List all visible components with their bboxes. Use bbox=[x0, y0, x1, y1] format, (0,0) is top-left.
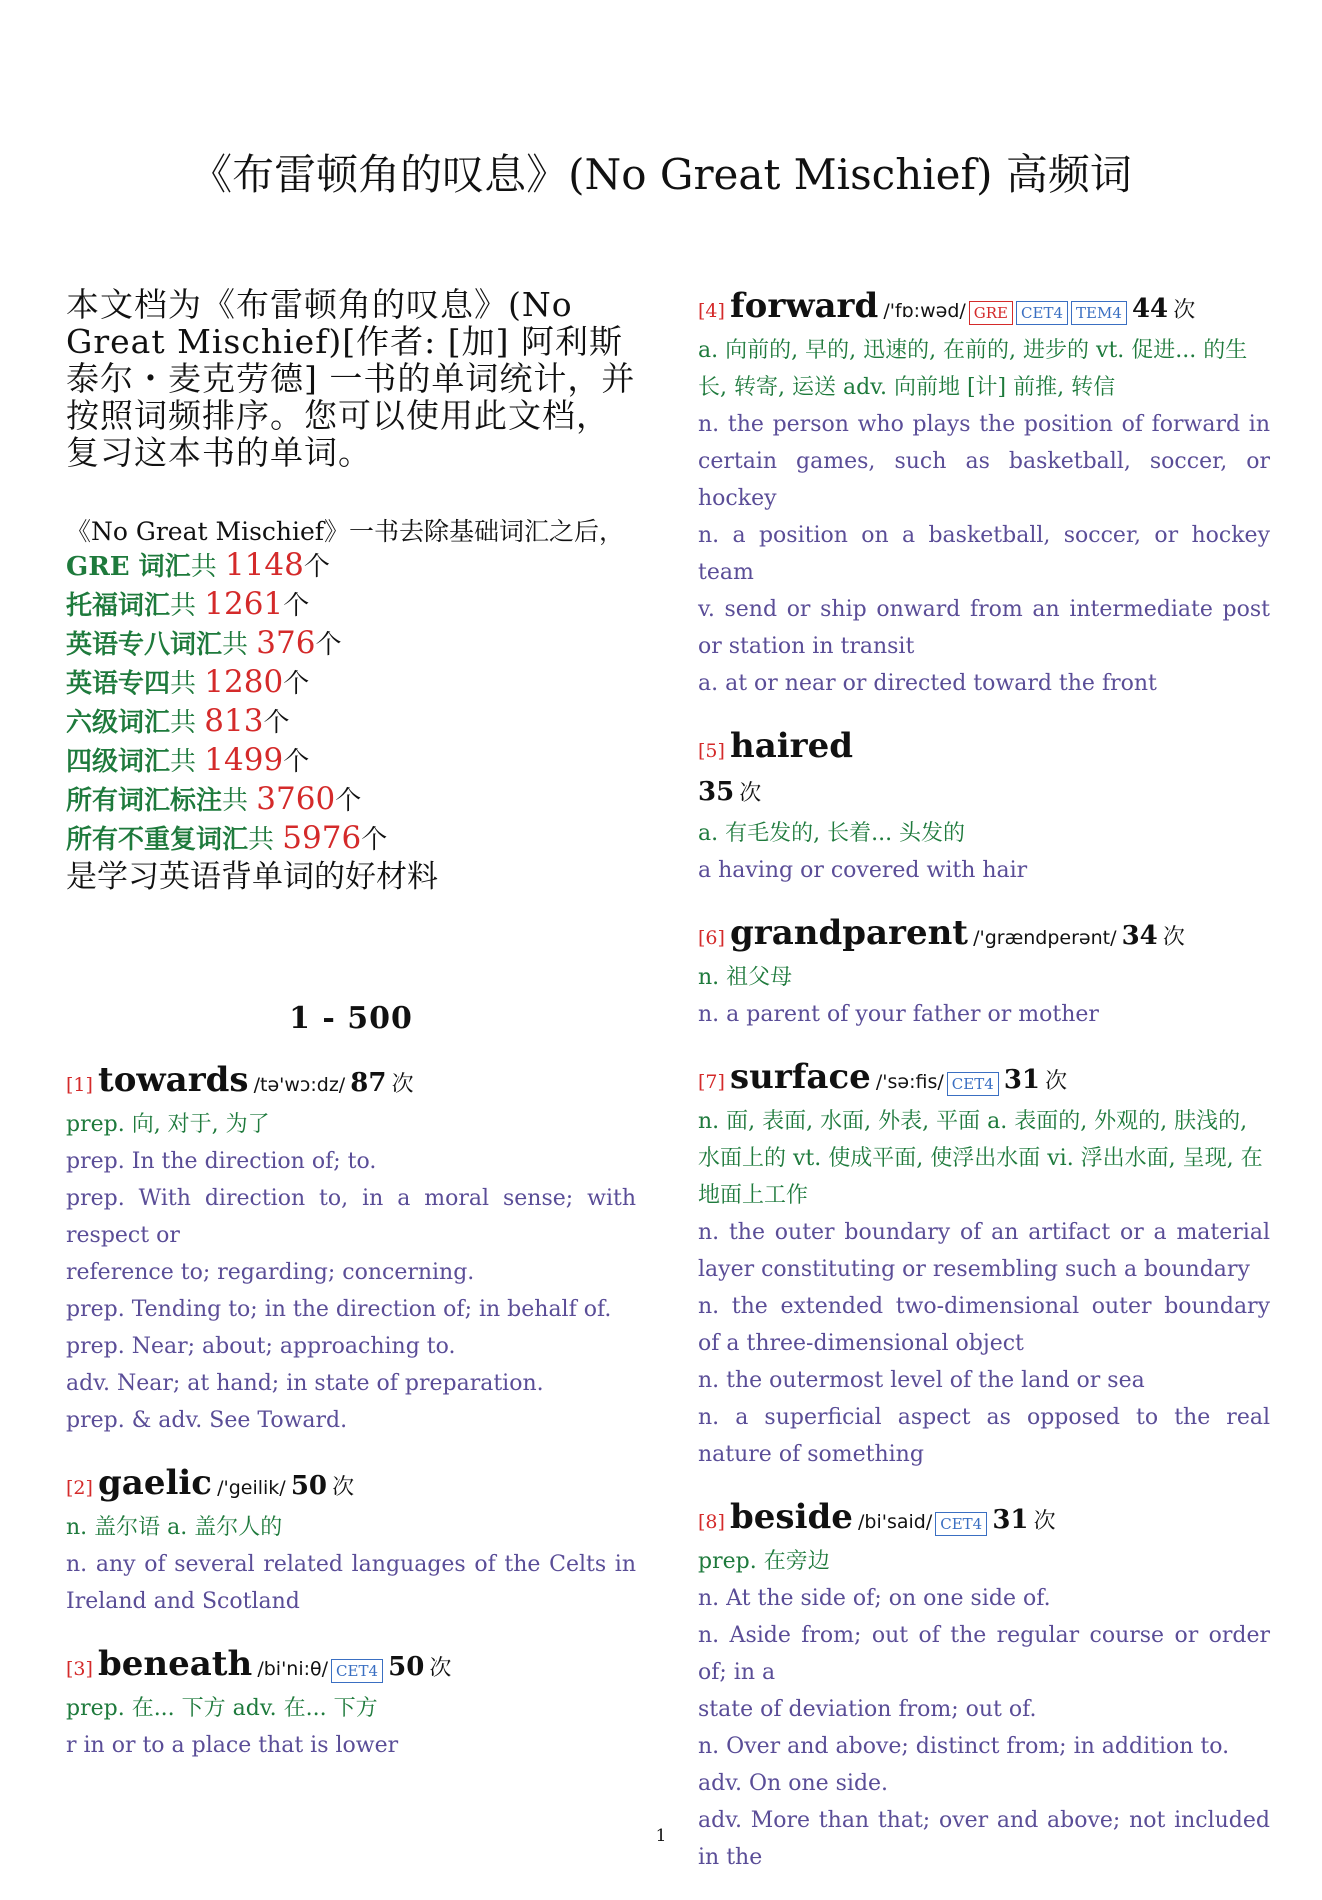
entry-headline bbox=[66, 1463, 636, 1509]
stat-count: 1280 bbox=[204, 664, 284, 700]
entry-index: [2] bbox=[66, 1477, 93, 1499]
entry-frequency: 44 bbox=[1131, 294, 1169, 324]
stat-label: 六级词汇 bbox=[66, 708, 171, 738]
entry-word: forward bbox=[730, 286, 879, 326]
entry-headline bbox=[698, 1057, 1270, 1103]
stat-suffix: 共 bbox=[170, 747, 205, 777]
cet4-tag: CET4 bbox=[1016, 301, 1068, 325]
entry-index: [3] bbox=[66, 1658, 93, 1680]
stat-count: 5976 bbox=[282, 820, 362, 856]
entry-english-definition: n. the person who plays the position of forward in certain games, such as basketball, soccer, or hockey bbox=[698, 412, 1270, 511]
entry-english-definition: n. a superficial aspect as opposed to the real nature of something bbox=[698, 1405, 1270, 1467]
entry-english-definition: n. a parent of your father or mother bbox=[698, 1002, 1099, 1027]
stat-row bbox=[66, 586, 636, 625]
entry-chinese-definition: prep. 向, 对于, 为了 bbox=[66, 1112, 270, 1137]
vocab-entry bbox=[698, 726, 1270, 889]
entry-frequency-line bbox=[698, 772, 1270, 815]
entry-english-definition: n. any of several related languages of the Celts in Ireland and Scotland bbox=[66, 1552, 636, 1614]
entry-headline bbox=[698, 286, 1270, 332]
entry-frequency-unit: 次 bbox=[332, 1475, 355, 1500]
entry-headline bbox=[698, 1497, 1270, 1543]
stat-unit: 个 bbox=[303, 552, 330, 582]
entry-phonetic: /'grændperənt/ bbox=[973, 927, 1117, 949]
entry-headline bbox=[66, 1644, 636, 1690]
entry-english-definition: prep. In the direction of; to. bbox=[66, 1149, 377, 1174]
stat-row bbox=[66, 664, 636, 703]
entry-index: [6] bbox=[698, 927, 725, 949]
stat-count: 1261 bbox=[204, 586, 284, 622]
stat-count: 3760 bbox=[256, 781, 336, 817]
cet4-tag: CET4 bbox=[947, 1072, 999, 1096]
stat-suffix: 共 bbox=[222, 786, 257, 816]
entry-frequency-unit: 次 bbox=[1033, 1509, 1056, 1534]
stat-count: 813 bbox=[204, 703, 264, 739]
stat-row bbox=[66, 703, 636, 742]
entry-word: beside bbox=[730, 1497, 853, 1537]
stat-label: 托福词汇 bbox=[66, 591, 171, 621]
vocab-entry bbox=[66, 1060, 636, 1439]
section-heading: 1 - 500 bbox=[289, 1001, 413, 1036]
entry-index: [4] bbox=[698, 300, 725, 322]
entry-frequency-unit: 次 bbox=[429, 1656, 452, 1681]
entry-english-definition: adv. Near; at hand; in state of preparation. bbox=[66, 1371, 544, 1396]
stat-unit: 个 bbox=[263, 708, 290, 738]
entry-frequency: 31 bbox=[1003, 1065, 1041, 1095]
stat-label: 英语专八词汇 bbox=[66, 630, 223, 660]
stat-suffix: 共 bbox=[190, 552, 225, 582]
entry-english-definition: n. Aside from; out of the regular course or order of; in a bbox=[698, 1623, 1270, 1685]
entry-frequency: 31 bbox=[992, 1505, 1029, 1535]
stats-closing: 是学习英语背单词的好材料 bbox=[66, 859, 438, 895]
entry-frequency-unit: 次 bbox=[1173, 298, 1196, 323]
stat-unit: 个 bbox=[283, 591, 310, 621]
entry-english-definition: r in or to a place that is lower bbox=[66, 1733, 399, 1758]
entry-word: grandparent bbox=[730, 913, 968, 953]
stat-row bbox=[66, 820, 636, 859]
entry-word: surface bbox=[730, 1057, 871, 1097]
entry-word: towards bbox=[98, 1060, 249, 1100]
stat-suffix: 共 bbox=[170, 708, 205, 738]
page-number: 1 bbox=[655, 1826, 667, 1846]
stat-label: 所有词汇标注 bbox=[66, 786, 223, 816]
entry-english-definition: adv. More than that; over and above; not included in the bbox=[698, 1808, 1270, 1870]
entry-frequency-unit: 次 bbox=[1162, 925, 1185, 950]
entry-english-definition: v. send or ship onward from an intermediate post or station in transit bbox=[698, 597, 1270, 659]
stat-row bbox=[66, 742, 636, 781]
stats-list bbox=[66, 547, 636, 859]
entry-chinese-definition: n. 面, 表面, 水面, 外表, 平面 a. 表面的, 外观的, 肤浅的, 水面上的 vt. 使成平面, 使浮出水面 vi. 浮出水面, 呈现, 在地面上工作 bbox=[698, 1109, 1263, 1208]
entry-chinese-definition: prep. 在... 下方 adv. 在... 下方 bbox=[66, 1696, 378, 1721]
entry-chinese-definition: a. 有毛发的, 长着... 头发的 bbox=[698, 821, 966, 846]
stat-unit: 个 bbox=[335, 786, 362, 816]
cet4-tag: CET4 bbox=[935, 1512, 987, 1536]
entry-chinese-definition: a. 向前的, 早的, 迅速的, 在前的, 进步的 vt. 促进... 的生长, 转寄, 运送 adv. 向前地 [计] 前推, 转信 bbox=[698, 338, 1248, 400]
entry-headline bbox=[66, 1060, 636, 1106]
stat-label: GRE 词汇 bbox=[66, 552, 191, 582]
vocab-entry bbox=[698, 1497, 1270, 1876]
entry-english-definition: n. At the side of; on one side of. bbox=[698, 1586, 1051, 1611]
stat-row bbox=[66, 547, 636, 586]
stat-count: 1148 bbox=[224, 547, 304, 583]
stat-suffix: 共 bbox=[170, 591, 205, 621]
entry-chinese-definition: prep. 在旁边 bbox=[698, 1549, 830, 1574]
intro-paragraph: 本文档为《布雷顿角的叹息》(No Great Mischief)[作者: [加] 阿利斯泰尔・麦克劳德] 一书的单词统计，并按照词频排序。您可以使用此文档，复习这本书的单词。 bbox=[66, 285, 636, 472]
stat-label: 四级词汇 bbox=[66, 747, 171, 777]
stat-row bbox=[66, 781, 636, 820]
entry-english-definition: n. the outer boundary of an artifact or a material layer constituting or resembling such a boundary bbox=[698, 1220, 1270, 1282]
entry-frequency: 87 bbox=[350, 1068, 387, 1098]
entry-english-definition: prep. With direction to, in a moral sense; with respect or bbox=[66, 1186, 636, 1248]
entry-frequency: 34 bbox=[1121, 921, 1158, 951]
entry-english-definition: state of deviation from; out of. bbox=[698, 1697, 1037, 1722]
vocab-entry bbox=[66, 1463, 636, 1620]
entry-chinese-definition: n. 祖父母 bbox=[698, 965, 793, 990]
stat-unit: 个 bbox=[361, 825, 388, 855]
stat-suffix: 共 bbox=[222, 630, 257, 660]
vocab-entry bbox=[698, 913, 1270, 1033]
stats-lead: 《No Great Mischief》一书去除基础词汇之后， bbox=[66, 517, 625, 546]
gre-tag: GRE bbox=[969, 301, 1013, 325]
entry-word: gaelic bbox=[98, 1463, 212, 1503]
entry-phonetic: /'fɒ:wəd/ bbox=[883, 300, 966, 322]
stat-suffix: 共 bbox=[248, 825, 283, 855]
entry-phonetic: /bi'ni:θ/ bbox=[257, 1658, 329, 1680]
entry-phonetic: /bi'said/ bbox=[857, 1511, 933, 1533]
entry-index: [1] bbox=[66, 1074, 93, 1096]
entry-frequency-unit: 次 bbox=[391, 1072, 414, 1097]
entry-frequency-unit: 次 bbox=[739, 781, 762, 806]
entry-english-definition: n. a position on a basketball, soccer, or hockey team bbox=[698, 523, 1270, 585]
entry-english-definition: a having or covered with hair bbox=[698, 858, 1028, 883]
stat-label: 所有不重复词汇 bbox=[66, 825, 249, 855]
entry-english-definition: n. Over and above; distinct from; in addition to. bbox=[698, 1734, 1230, 1759]
vocab-entry bbox=[698, 1057, 1270, 1473]
entry-index: [7] bbox=[698, 1071, 725, 1093]
entry-frequency: 35 bbox=[698, 777, 735, 807]
entry-index: [5] bbox=[698, 740, 725, 762]
entry-word: beneath bbox=[98, 1644, 253, 1684]
stat-count: 1499 bbox=[204, 742, 284, 778]
entry-english-definition: prep. Tending to; in the direction of; in behalf of. bbox=[66, 1297, 612, 1322]
vocab-entry bbox=[66, 1644, 636, 1764]
entry-english-definition: n. the outermost level of the land or sea bbox=[698, 1368, 1145, 1393]
entry-headline bbox=[698, 726, 1270, 772]
stat-label: 英语专四 bbox=[66, 669, 171, 699]
stat-unit: 个 bbox=[315, 630, 342, 660]
stat-row bbox=[66, 625, 636, 664]
entry-chinese-definition: n. 盖尔语 a. 盖尔人的 bbox=[66, 1515, 283, 1540]
entry-english-definition: n. the extended two-dimensional outer boundary of a three-dimensional object bbox=[698, 1294, 1270, 1356]
entry-english-definition: adv. On one side. bbox=[698, 1771, 889, 1796]
entry-frequency: 50 bbox=[388, 1652, 425, 1682]
entry-english-definition: reference to; regarding; concerning. bbox=[66, 1260, 475, 1285]
entry-phonetic: /'geilik/ bbox=[217, 1477, 286, 1499]
entry-frequency: 50 bbox=[290, 1471, 327, 1501]
cet4-tag: CET4 bbox=[331, 1659, 383, 1683]
entry-index: [8] bbox=[698, 1511, 725, 1533]
entry-frequency-unit: 次 bbox=[1045, 1069, 1068, 1094]
stat-unit: 个 bbox=[283, 669, 310, 699]
entry-english-definition: a. at or near or directed toward the front bbox=[698, 671, 1157, 696]
left-column bbox=[66, 286, 636, 1788]
stat-unit: 个 bbox=[283, 747, 310, 777]
right-column bbox=[698, 286, 1270, 1900]
vocab-entry bbox=[698, 286, 1270, 702]
entry-english-definition: prep. Near; about; approaching to. bbox=[66, 1334, 456, 1359]
entry-phonetic: /tə'wɔ:dz/ bbox=[253, 1074, 346, 1096]
stat-suffix: 共 bbox=[170, 669, 205, 699]
entry-phonetic: /'sə:fis/ bbox=[875, 1071, 944, 1093]
tem4-tag: TEM4 bbox=[1071, 301, 1127, 325]
stat-count: 376 bbox=[256, 625, 316, 661]
entry-headline bbox=[698, 913, 1270, 959]
page-title: 《布雷顿角的叹息》(No Great Mischief) 高频词 bbox=[190, 150, 1132, 199]
entry-english-definition: prep. & adv. See Toward. bbox=[66, 1408, 348, 1433]
entry-word: haired bbox=[730, 726, 853, 766]
